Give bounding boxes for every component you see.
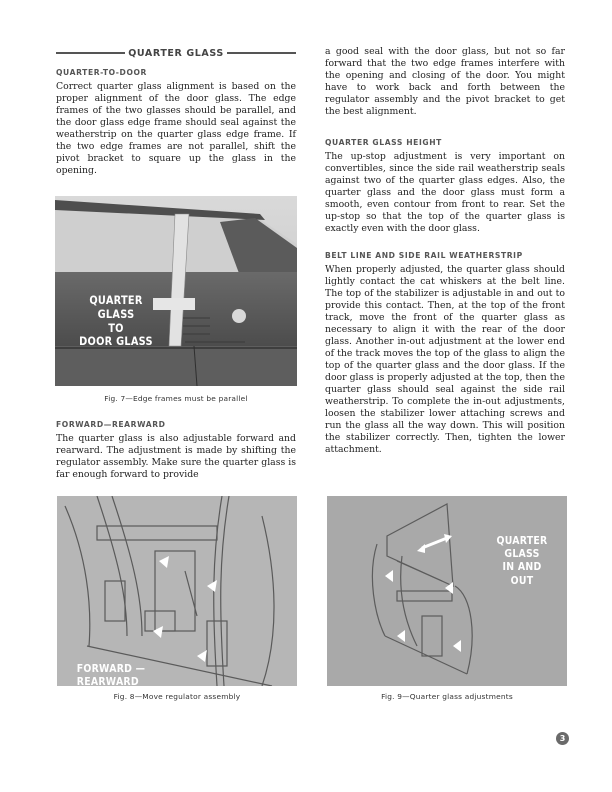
fig8-illustration [57,496,297,686]
fig9-overlay-line-3: IN AND OUT [502,560,542,587]
forward-rearward-block [56,420,296,481]
quarter-glass-drawing [327,496,567,686]
regulator-assembly-drawing [57,496,297,686]
fig9-illustration [327,496,567,686]
belt-line-text: When properly adjusted, the quarter glass should lightly contact the cat whiskers at the belt line. The top of the stabilizer is adjustable in and out to provide this contact. Then, at the top of the front track, move the front of the quarter glass as necessary to align it with the rear of the door glass. Another in-out adjustment at the lower end of the track moves the top of the glass to align the top of the quarter glass and the door glass. If the door glass is properly adjusted at the top, then the quarter glass should seal against the side rail weatherstrip. To complete the in-out adjustments, loosen the stabilizer lower attaching screws and run the glass all the way down. This will position the stabilizer correctly. Then, tighten the lower attachment. [325,264,565,455]
fig9-overlay-label [492,534,552,587]
car-side-photo [55,196,297,386]
header-rule-left [56,52,125,54]
fig7-caption: Fig. 7—Edge frames must be parallel [104,394,248,403]
fig9-overlay-line-1: QUARTER [496,534,548,547]
forward-rearward-heading: FORWARD—REARWARD [56,420,166,429]
continuation-text: a good seal with the door glass, but not so far forward that the two edge frames interfere with the opening and closing of the door. You might have to work back and forth between the regulator assembly and the pivot bracket to get the best alignment. [325,46,565,117]
fig9-overlay-line-2: GLASS [504,547,540,561]
section-header [56,46,296,60]
fig8-overlay-label: FORWARD — REARWARD [76,662,146,686]
right-column [325,46,565,456]
fig7-photo [55,196,297,386]
section-title: QUARTER GLASS [128,47,224,59]
figure-8 [57,496,297,706]
fig9-caption: Fig. 9—Quarter glass adjustments [381,692,513,701]
quarter-to-door-heading: QUARTER-TO-DOOR [56,68,148,77]
header-rule-right [227,52,296,54]
fig7-overlay-line-2: TO [108,320,124,335]
quarter-glass-height-heading: QUARTER GLASS HEIGHT [325,138,442,147]
left-column [56,46,296,177]
fig7-overlay-line-3: DOOR GLASS [79,334,153,349]
fig7-overlay-label [69,294,163,349]
fig8-caption: Fig. 8—Move regulator assembly [113,692,241,701]
figure-9 [327,496,567,706]
fig7-overlay-line-1: QUARTER GLASS [89,293,143,321]
quarter-glass-height-text: The up-stop adjustment is very important on convertibles, since the side rail weatherstrip seals against two of the quarter glass edges. Also, the quarter glass and the door glass must form a smooth, even contour from front to rear. Set the up-stop so that the top of the quarter glass is exactly even with the door glass. [325,151,565,234]
page-number: 3 [556,732,569,745]
figure-7 [55,196,297,408]
belt-line-heading: BELT LINE AND SIDE RAIL WEATHERSTRIP [325,251,523,260]
quarter-to-door-text: Correct quarter glass alignment is based on the proper alignment of the door glass. The edge frames of the two glasses should be parallel, and the door glass edge frame should seal against the weatherstrip on the quarter glass edge frame. If the two edge frames are not parallel, shift the pivot bracket to square up the glass in the opening. [56,81,296,176]
forward-rearward-text: The quarter glass is also adjustable forward and rearward. The adjustment is made by shifting the regulator assembly. Make sure the quarter glass is far enough forward to provide [56,433,296,480]
